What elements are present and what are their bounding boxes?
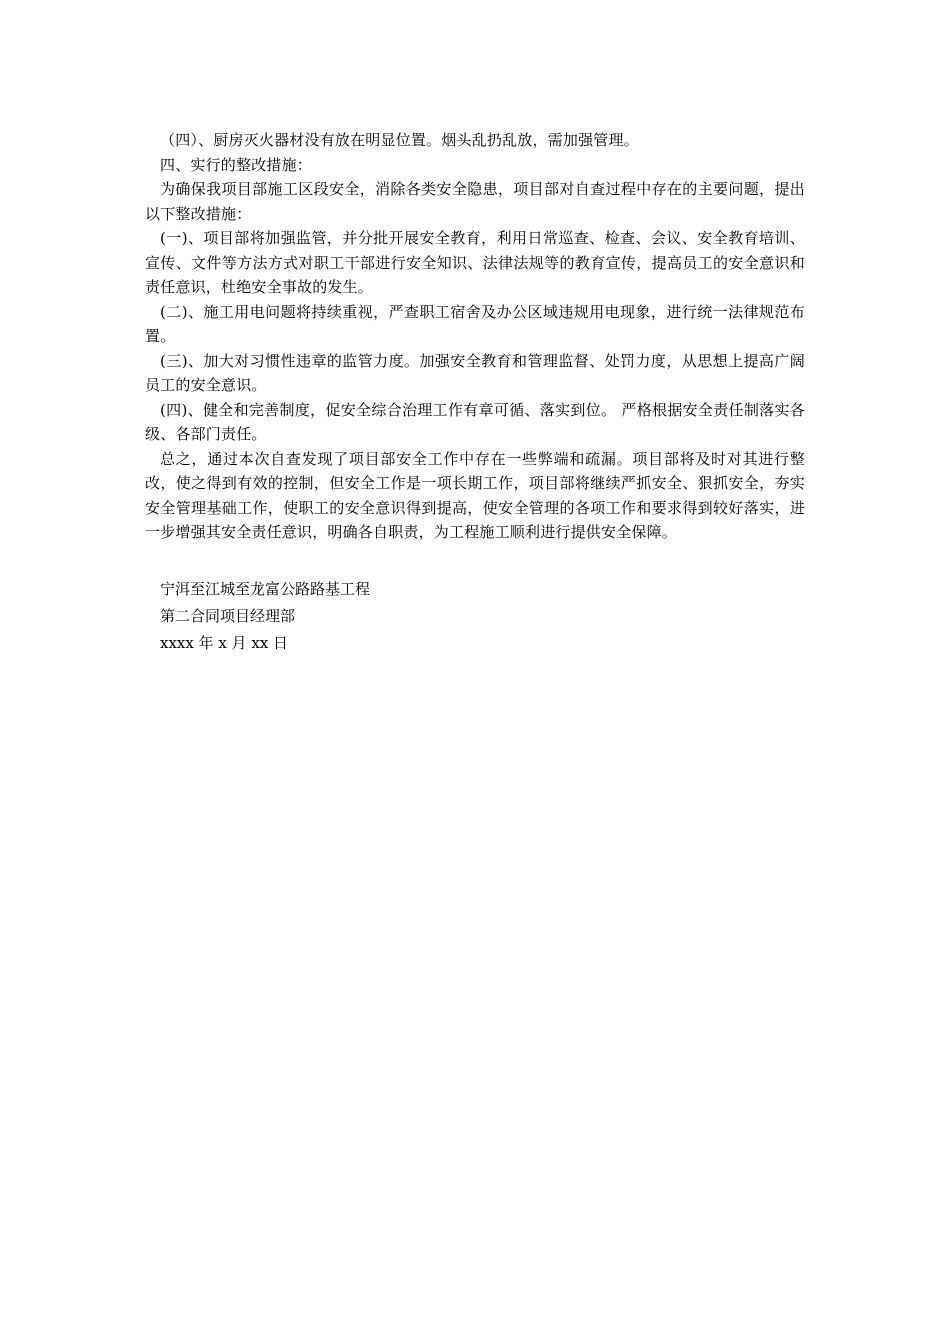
paragraph-conclusion: 总之，通过本次自查发现了项目部安全工作中存在一些弊端和疏漏。项目部将及时对其进行整改，使之得到有效的控制，但安全工作是一项长期工作，项目部将继续严抓安全、狠抓安全，夯实安全管理基础工作，使职工的安全意识得到提高，使安全管理的各项工作和要求得到较好落实，进一步增强其安全责任意识，明确各自职责，为工程施工顺利进行提供安全保障。 bbox=[145, 449, 805, 541]
signature-block bbox=[160, 576, 560, 657]
paragraph-measure-2: (二)、施工用电问题将持续重视，严查职工宿舍及办公区域违规用电现象，进行统一法律规范布置。 bbox=[145, 302, 805, 345]
paragraph-measure-1: (一)、项目部将加强监管，并分批开展安全教育，利用日常巡查、检查、会议、安全教育培训、宣传、文件等方法方式对职工干部进行安全知识、法律法规等的教育宣传，提高员工的安全意识和责任意识，杜绝安全事故的发生。 bbox=[145, 229, 805, 296]
paragraph-measure-3: (三)、加大对习惯性违章的监管力度。加强安全教育和管理监督、处罚力度，从思想上提高广阔员工的安全意识。 bbox=[145, 351, 805, 394]
document-body bbox=[145, 128, 805, 545]
section-heading-rectification: 四、实行的整改措施： bbox=[160, 155, 313, 174]
signature-date: xxxx 年 x 月 xx 日 bbox=[160, 634, 289, 652]
signature-project: 宁洱至江城至龙富公路路基工程 bbox=[160, 580, 371, 598]
paragraph-intro: 为确保我项目部施工区段安全，消除各类安全隐患，项目部对自查过程中存在的主要问题，提出以下整改措施： bbox=[145, 180, 805, 223]
paragraph-measure-4: (四)、健全和完善制度，促安全综合治理工作有章可循、落实到位。 严格根据安全责任制落实各级、各部门责任。 bbox=[145, 400, 805, 443]
paragraph-kitchen-extinguisher: （四）、厨房灭火器材没有放在明显位置。烟头乱扔乱放，需加强管理。 bbox=[160, 131, 639, 149]
signature-department: 第二合同项目经理部 bbox=[160, 607, 296, 625]
